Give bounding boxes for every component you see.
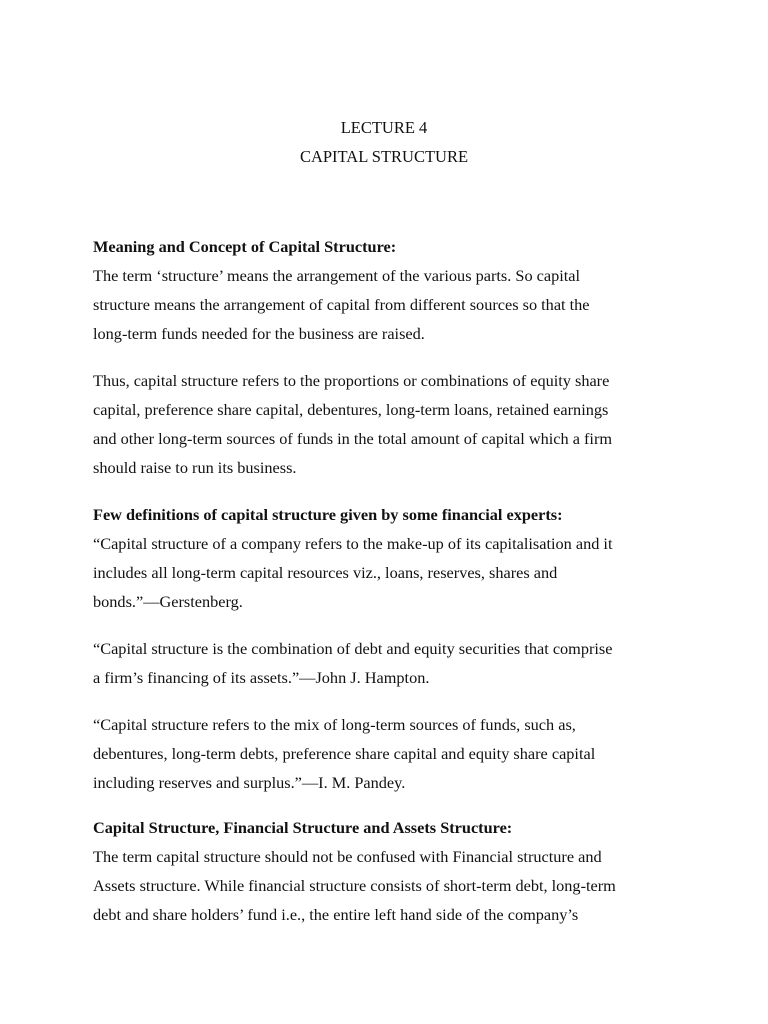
text-line: a firm’s financing of its assets.”—John J. Hampton. — [93, 668, 430, 687]
document-title: CAPITAL STRUCTURE — [299, 147, 469, 166]
paragraph — [93, 261, 683, 348]
text-line: The term capital structure should not be confused with Financial structure and — [93, 847, 602, 866]
paragraph — [93, 529, 683, 616]
document-body — [93, 232, 683, 947]
text-line: “Capital structure is the combination of debt and equity securities that comprise — [93, 639, 613, 658]
lecture-label: LECTURE 4 — [340, 118, 428, 137]
text-line: capital, preference share capital, debentures, long-term loans, retained earnings — [93, 400, 609, 419]
text-line: should raise to run its business. — [93, 458, 297, 477]
text-line: “Capital structure of a company refers to the make-up of its capitalisation and it — [93, 534, 613, 553]
text-line: Assets structure. While financial structure consists of short-term debt, long-term — [93, 876, 616, 895]
section-heading: Capital Structure, Financial Structure and Assets Structure: — [93, 818, 513, 837]
paragraph — [93, 634, 683, 692]
text-line: bonds.”—Gerstenberg. — [93, 592, 243, 611]
text-line: debentures, long-term debts, preference share capital and equity share capital — [93, 744, 596, 763]
text-line: includes all long-term capital resources viz., loans, reserves, shares and — [93, 563, 558, 582]
text-line: “Capital structure refers to the mix of long-term sources of funds, such as, — [93, 715, 576, 734]
paragraph — [93, 842, 683, 929]
text-line: including reserves and surplus.”—I. M. Pandey. — [93, 773, 406, 792]
paragraph — [93, 710, 683, 797]
text-line: Thus, capital structure refers to the proportions or combinations of equity share — [93, 371, 610, 390]
text-line: long-term funds needed for the business are raised. — [93, 324, 425, 343]
section-heading: Few definitions of capital structure given by some financial experts: — [93, 505, 563, 524]
text-line: structure means the arrangement of capital from different sources so that the — [93, 295, 590, 314]
paragraph — [93, 366, 683, 482]
text-line: and other long-term sources of funds in the total amount of capital which a firm — [93, 429, 613, 448]
text-line: The term ‘structure’ means the arrangement of the various parts. So capital — [93, 266, 581, 285]
text-line: debt and share holders’ fund i.e., the entire left hand side of the company’s — [93, 905, 579, 924]
section-heading: Meaning and Concept of Capital Structure: — [93, 237, 397, 256]
